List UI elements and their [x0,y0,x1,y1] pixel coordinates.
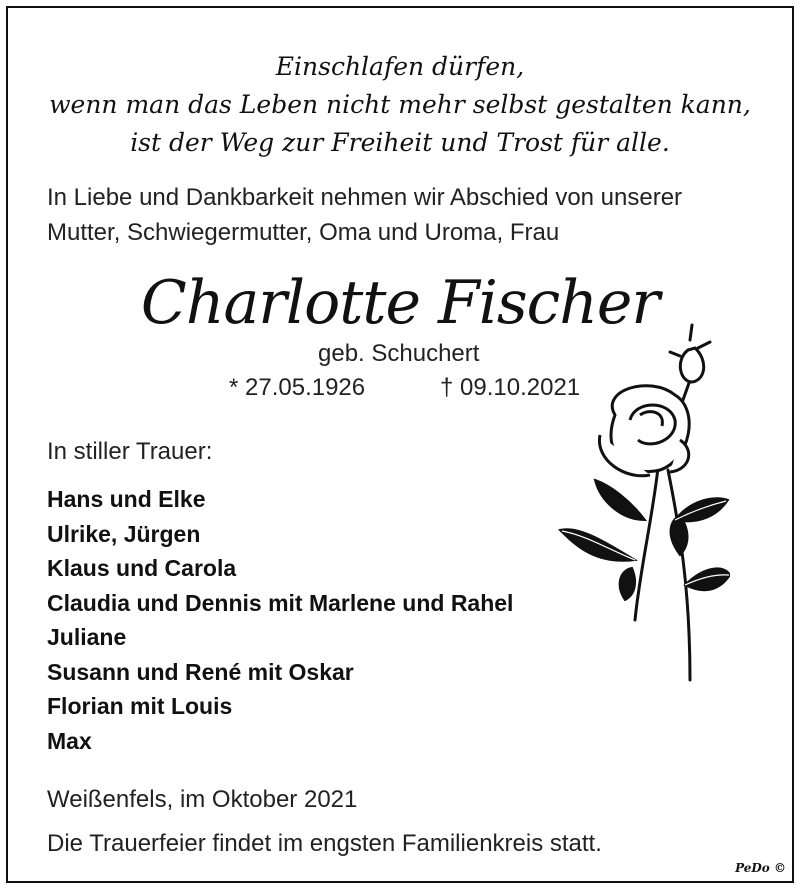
quote-line-1: Einschlafen dürfen, [275,52,525,81]
mourners-list [47,482,513,758]
mourner-name: Susann und René mit Oskar [47,658,354,685]
mourner-name: Florian mit Louis [47,693,233,719]
rose-icon [540,320,730,690]
quote-line-2: wenn man das Leben nicht mehr selbst gestalten kann, [49,90,751,119]
intro-text [47,180,682,250]
mourner-name: Hans und Elke [47,486,206,512]
death-date: † 09.10.2021 [440,374,581,401]
designer-signature: PeDo © [735,861,786,875]
mourner-name: Juliane [47,624,127,650]
birth-date: * 27.05.1926 [229,374,366,401]
birth-name: geb. Schuchert [318,340,480,367]
deceased-name: Charlotte Fischer [140,268,660,338]
quote-line-3: ist der Weg zur Freiheit und Trost für alle. [130,128,670,157]
mourner-name: Ulrike, Jürgen [47,520,201,547]
mourner-name: Claudia und Dennis mit Marlene und Rahel [47,589,514,616]
intro-line-1: In Liebe und Dankbarkeit nehmen wir Abschied von unserer [47,184,683,211]
place-date: Weißenfels, im Oktober 2021 [47,786,358,813]
mourners-heading: In stiller Trauer: [47,438,213,465]
intro-line-2: Mutter, Schwiegermutter, Oma und Uroma, Frau [47,219,560,246]
service-note: Die Trauerfeier findet im engsten Familienkreis statt. [47,830,602,857]
mourner-name: Klaus und Carola [47,555,237,581]
mourner-name: Max [47,727,92,754]
